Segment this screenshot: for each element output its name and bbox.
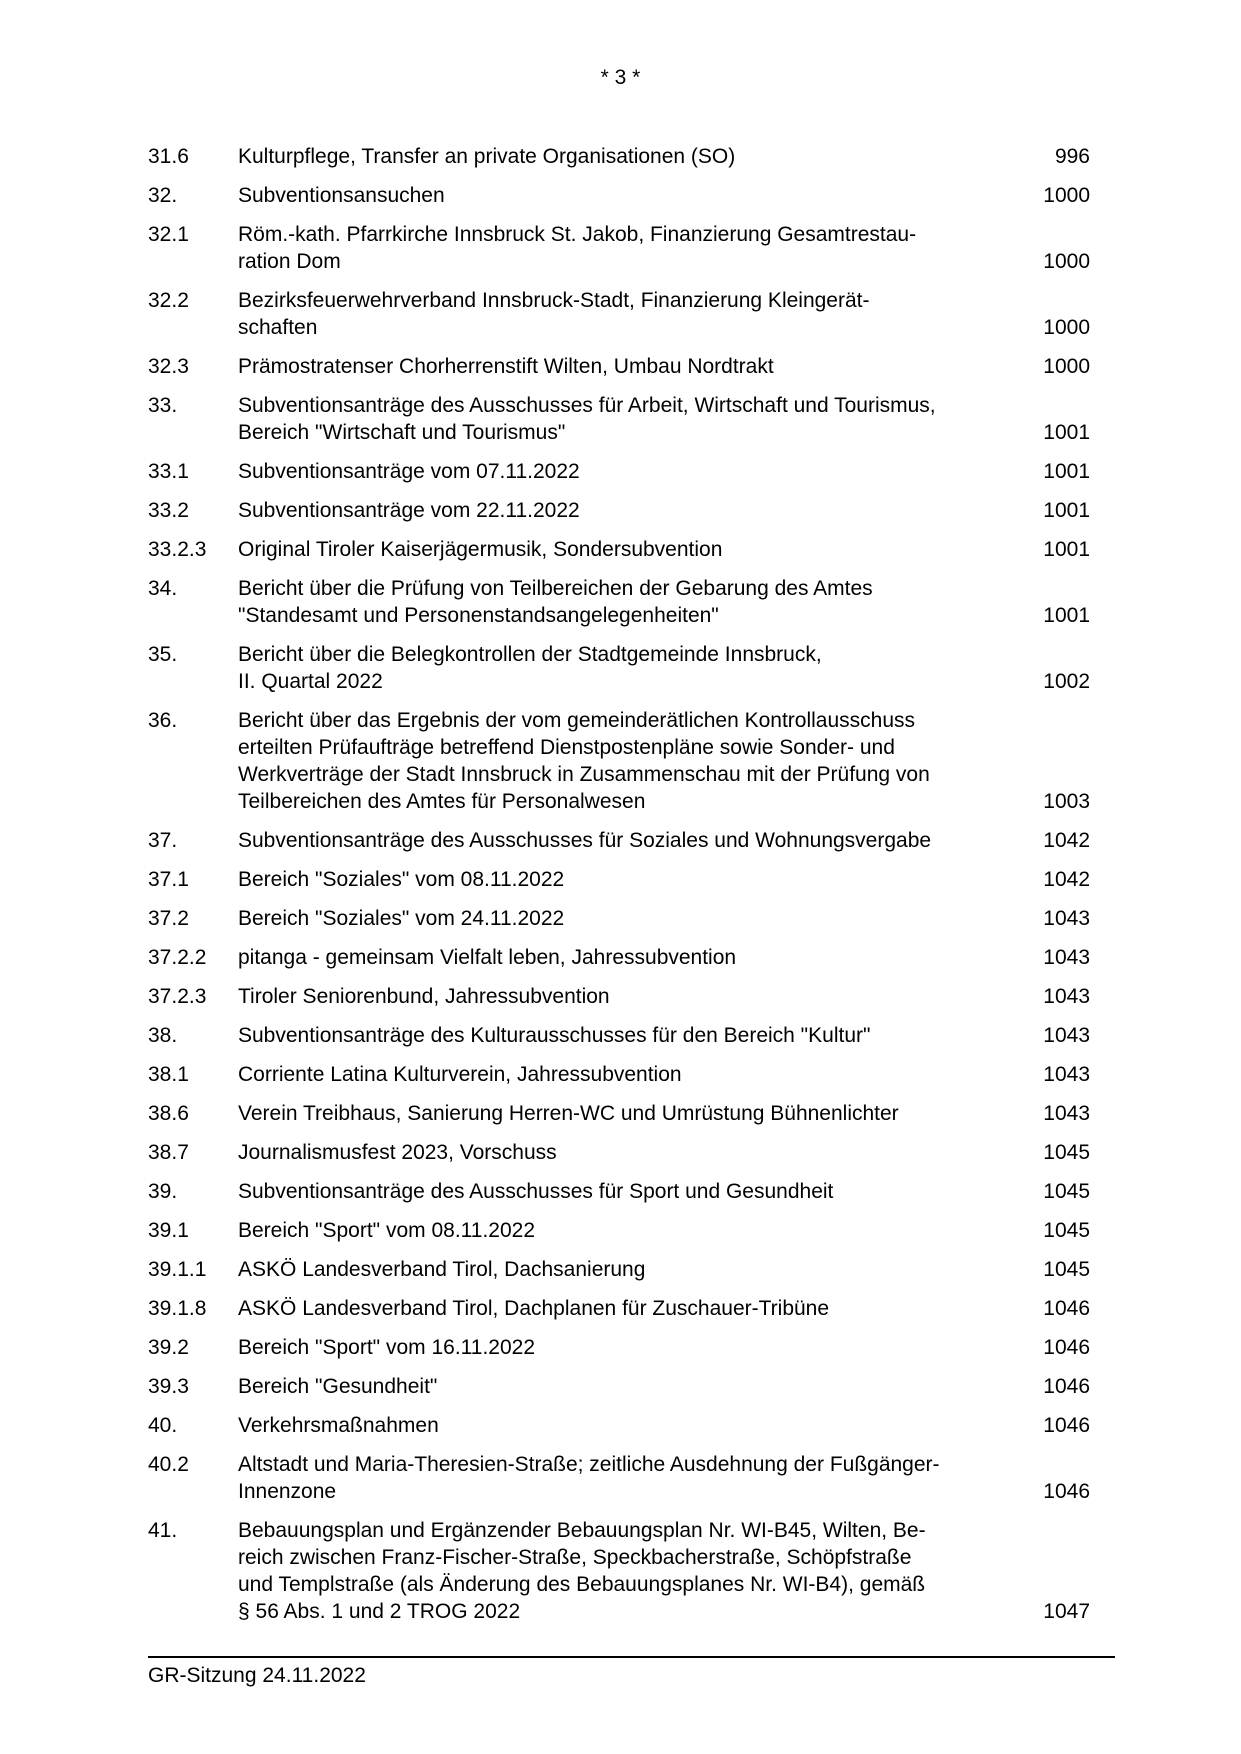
toc-item-number: 40. (148, 1414, 178, 1437)
toc-item-number: 32. (148, 184, 178, 207)
toc-item-page-number: 1043 (1043, 985, 1090, 1008)
toc-item-page-number: 1000 (1043, 355, 1090, 378)
toc-item-page-number: 1042 (1043, 868, 1090, 891)
toc-item (148, 1217, 1090, 1244)
page-footer (148, 1656, 1115, 1689)
toc-item-page-number: 1001 (1043, 538, 1090, 561)
toc-item-page-number: 1001 (1043, 460, 1090, 483)
toc-item-page-number: 1000 (1043, 184, 1090, 207)
toc-item-title (238, 1022, 950, 1049)
toc-item (148, 353, 1090, 380)
toc-item-title (238, 1217, 950, 1244)
toc-item (148, 143, 1090, 170)
toc-item-title-line: pitanga - gemeinsam Vielfalt leben, Jahressubvention (238, 946, 737, 969)
toc-item-title-line: II. Quartal 2022 (238, 670, 383, 693)
toc-item-number: 37.2.2 (148, 946, 207, 969)
toc-item-title (238, 536, 950, 563)
toc-item-title (238, 1178, 950, 1205)
toc-item-number: 35. (148, 643, 178, 666)
toc-item-page-number: 1002 (1043, 670, 1090, 693)
toc-item-page-number: 1045 (1043, 1141, 1090, 1164)
toc-item-title-line: Bebauungsplan und Ergänzender Bebauungsplan Nr. WI-B45, Wilten, Be- (238, 1519, 926, 1542)
toc-item-title (238, 287, 950, 341)
toc-item-title (238, 392, 950, 446)
toc-item-page-number: 1046 (1043, 1480, 1090, 1503)
toc-item-title (238, 575, 950, 629)
toc-item-number: 41. (148, 1519, 178, 1542)
toc-item (148, 575, 1090, 629)
toc-item (148, 1022, 1090, 1049)
toc-item-page-number: 1001 (1043, 604, 1090, 627)
toc-item-title-line: erteilten Prüfaufträge betreffend Dienstpostenpläne sowie Sonder- und (238, 736, 895, 759)
toc-item-number: 37. (148, 829, 178, 852)
toc-item-number: 40.2 (148, 1453, 189, 1476)
toc-item-number: 39.3 (148, 1375, 189, 1398)
toc-item (148, 182, 1090, 209)
footer-session-label: GR-Sitzung 24.11.2022 (148, 1664, 366, 1687)
toc-item (148, 1517, 1090, 1625)
toc-item-title (238, 707, 950, 815)
toc-item-number: 36. (148, 709, 178, 732)
toc-item (148, 641, 1090, 695)
toc-item (148, 458, 1090, 485)
toc-item-title (238, 827, 950, 854)
toc-item (148, 983, 1090, 1010)
toc-item-title (238, 641, 950, 695)
toc-item-title-line: Journalismusfest 2023, Vorschuss (238, 1141, 557, 1164)
toc-item-title (238, 1061, 950, 1088)
toc-item-title (238, 1256, 950, 1283)
toc-item-title-line: Röm.-kath. Pfarrkirche Innsbruck St. Jakob, Finanzierung Gesamtrestau- (238, 223, 917, 246)
toc-item-number: 38.7 (148, 1141, 189, 1164)
toc-item-number: 33. (148, 394, 178, 417)
toc-item-title-line: Subventionsanträge des Kulturausschusses für den Bereich "Kultur" (238, 1024, 871, 1047)
toc-item-page-number: 1001 (1043, 499, 1090, 522)
toc-item-title-line: Bericht über das Ergebnis der vom gemeinderätlichen Kontrollausschuss (238, 709, 916, 732)
toc-item-title-line: Subventionsanträge vom 07.11.2022 (238, 460, 580, 483)
toc-item-title-line: Subventionsanträge des Ausschusses für Soziales und Wohnungsvergabe (238, 829, 932, 852)
toc-item-title (238, 1334, 950, 1361)
toc-item (148, 221, 1090, 275)
toc-item-title (238, 1139, 950, 1166)
toc-item (148, 1334, 1090, 1361)
toc-item-title-line: Verein Treibhaus, Sanierung Herren-WC und Umrüstung Bühnenlichter (238, 1102, 899, 1125)
toc-item-title-line: ASKÖ Landesverband Tirol, Dachplanen für Zuschauer-Tribüne (238, 1297, 830, 1320)
toc-item-number: 38. (148, 1024, 178, 1047)
toc-item-title-line: Corriente Latina Kulturverein, Jahressubvention (238, 1063, 682, 1086)
toc-item-title-line: Bereich "Wirtschaft und Tourismus" (238, 421, 566, 444)
toc-item (148, 1412, 1090, 1439)
toc-item-title-line: Bereich "Soziales" vom 24.11.2022 (238, 907, 565, 930)
toc-item-title-line: Subventionsanträge des Ausschusses für Arbeit, Wirtschaft und Tourismus, (238, 394, 936, 417)
toc-item-title-line: Subventionsanträge des Ausschusses für Sport und Gesundheit (238, 1180, 834, 1203)
toc-item-page-number: 1001 (1043, 421, 1090, 444)
toc-item-number: 33.2.3 (148, 538, 207, 561)
toc-item-number: 39.1.8 (148, 1297, 207, 1320)
toc-item-title (238, 143, 950, 170)
toc-item-title-line: Bereich "Gesundheit" (238, 1375, 438, 1398)
toc-item (148, 1451, 1090, 1505)
toc-item-page-number: 1045 (1043, 1219, 1090, 1242)
toc-item (148, 1295, 1090, 1322)
toc-item-page-number: 1003 (1043, 790, 1090, 813)
toc-item-number: 39. (148, 1180, 178, 1203)
toc-item-title (238, 1451, 950, 1505)
toc-item (148, 392, 1090, 446)
toc-item (148, 536, 1090, 563)
toc-item-number: 37.2 (148, 907, 189, 930)
toc-item-page-number: 1046 (1043, 1297, 1090, 1320)
toc-item-page-number: 1046 (1043, 1375, 1090, 1398)
toc-item-title-line: Subventionsanträge vom 22.11.2022 (238, 499, 580, 522)
toc-item-page-number: 1000 (1043, 250, 1090, 273)
toc-item-title-line: reich zwischen Franz-Fischer-Straße, Speckbacherstraße, Schöpfstraße (238, 1546, 912, 1569)
toc-item-page-number: 1045 (1043, 1180, 1090, 1203)
toc-item-number: 32.1 (148, 223, 189, 246)
toc-item-title (238, 1295, 950, 1322)
toc-item-title-line: ASKÖ Landesverband Tirol, Dachsanierung (238, 1258, 646, 1281)
toc-item (148, 1061, 1090, 1088)
toc-item-title (238, 1517, 950, 1625)
toc-item-title-line: Prämostratenser Chorherrenstift Wilten, Umbau Nordtrakt (238, 355, 774, 378)
toc-item-page-number: 1043 (1043, 946, 1090, 969)
toc-item-title-line: Kulturpflege, Transfer an private Organisationen (SO) (238, 145, 736, 168)
toc-item-title (238, 353, 950, 380)
toc-item (148, 1100, 1090, 1127)
toc-item-title-line: schaften (238, 316, 318, 339)
toc-item-title-line: Innenzone (238, 1480, 337, 1503)
toc-item-title (238, 1412, 950, 1439)
toc-item (148, 944, 1090, 971)
toc-item (148, 287, 1090, 341)
toc-item-page-number: 1046 (1043, 1336, 1090, 1359)
toc-item-title-line: Teilbereichen des Amtes für Personalwesen (238, 790, 646, 813)
toc-item-page-number: 1045 (1043, 1258, 1090, 1281)
toc-item-title (238, 182, 950, 209)
toc-item-number: 38.1 (148, 1063, 189, 1086)
toc-item (148, 707, 1090, 815)
toc-item-number: 33.2 (148, 499, 189, 522)
toc-item-number: 31.6 (148, 145, 189, 168)
toc-item-number: 39.2 (148, 1336, 189, 1359)
toc-item-title (238, 944, 950, 971)
toc-item-number: 32.2 (148, 289, 189, 312)
toc-item-title-line: Bereich "Sport" vom 16.11.2022 (238, 1336, 536, 1359)
toc-item (148, 827, 1090, 854)
toc-item-title-line: "Standesamt und Personenstandsangelegenheiten" (238, 604, 719, 627)
toc-item-number: 39.1.1 (148, 1258, 207, 1281)
toc-item-title (238, 497, 950, 524)
toc-item-number: 34. (148, 577, 178, 600)
toc-item (148, 1373, 1090, 1400)
toc-item-page-number: 1043 (1043, 907, 1090, 930)
toc-item-page-number: 1047 (1043, 1600, 1090, 1623)
toc-item-title-line: Altstadt und Maria-Theresien-Straße; zeitliche Ausdehnung der Fußgänger- (238, 1453, 940, 1476)
toc-item-title (238, 458, 950, 485)
toc-item-title-line: Bericht über die Prüfung von Teilbereichen der Gebarung des Amtes (238, 577, 873, 600)
toc-item-title-line: § 56 Abs. 1 und 2 TROG 2022 (238, 1600, 521, 1623)
toc-item-title-line: Original Tiroler Kaiserjägermusik, Sondersubvention (238, 538, 723, 561)
toc-item (148, 1256, 1090, 1283)
toc-item-page-number: 1042 (1043, 829, 1090, 852)
toc-item (148, 1139, 1090, 1166)
toc-item-page-number: 1046 (1043, 1414, 1090, 1437)
toc-item-title (238, 1373, 950, 1400)
toc-item-title-line: Werkverträge der Stadt Innsbruck in Zusammenschau mit der Prüfung von (238, 763, 930, 786)
toc-item-title-line: Bezirksfeuerwehrverband Innsbruck-Stadt, Finanzierung Kleingerät- (238, 289, 870, 312)
toc-item-title-line: Subventionsansuchen (238, 184, 445, 207)
toc-item-number: 33.1 (148, 460, 189, 483)
toc-item-title-line: und Templstraße (als Änderung des Bebauungsplanes Nr. WI-B4), gemäß (238, 1573, 926, 1596)
toc-item (148, 497, 1090, 524)
toc-item-title (238, 905, 950, 932)
toc-item-title (238, 1100, 950, 1127)
toc-item-title-line: Bereich "Sport" vom 08.11.2022 (238, 1219, 536, 1242)
toc-item-page-number: 1043 (1043, 1024, 1090, 1047)
toc-item-page-number: 996 (1054, 145, 1090, 168)
toc-item-title-line: Bereich "Soziales" vom 08.11.2022 (238, 868, 565, 891)
toc-item (148, 866, 1090, 893)
table-of-contents (148, 143, 1090, 1637)
toc-item-page-number: 1000 (1043, 316, 1090, 339)
toc-item-number: 37.2.3 (148, 985, 207, 1008)
toc-item-title (238, 221, 950, 275)
toc-item-number: 32.3 (148, 355, 189, 378)
toc-item-title-line: ration Dom (238, 250, 341, 273)
toc-item-page-number: 1043 (1043, 1063, 1090, 1086)
toc-item-title-line: Verkehrsmaßnahmen (238, 1414, 439, 1437)
page-number-header: * 3 * (600, 66, 641, 89)
toc-item-title (238, 983, 950, 1010)
toc-item-number: 39.1 (148, 1219, 189, 1242)
toc-item-number: 37.1 (148, 868, 189, 891)
toc-item-title (238, 866, 950, 893)
toc-item-title-line: Bericht über die Belegkontrollen der Stadtgemeinde Innsbruck, (238, 643, 822, 666)
toc-item-page-number: 1043 (1043, 1102, 1090, 1125)
toc-item-title-line: Tiroler Seniorenbund, Jahressubvention (238, 985, 610, 1008)
toc-item (148, 1178, 1090, 1205)
toc-item (148, 905, 1090, 932)
toc-item-number: 38.6 (148, 1102, 189, 1125)
